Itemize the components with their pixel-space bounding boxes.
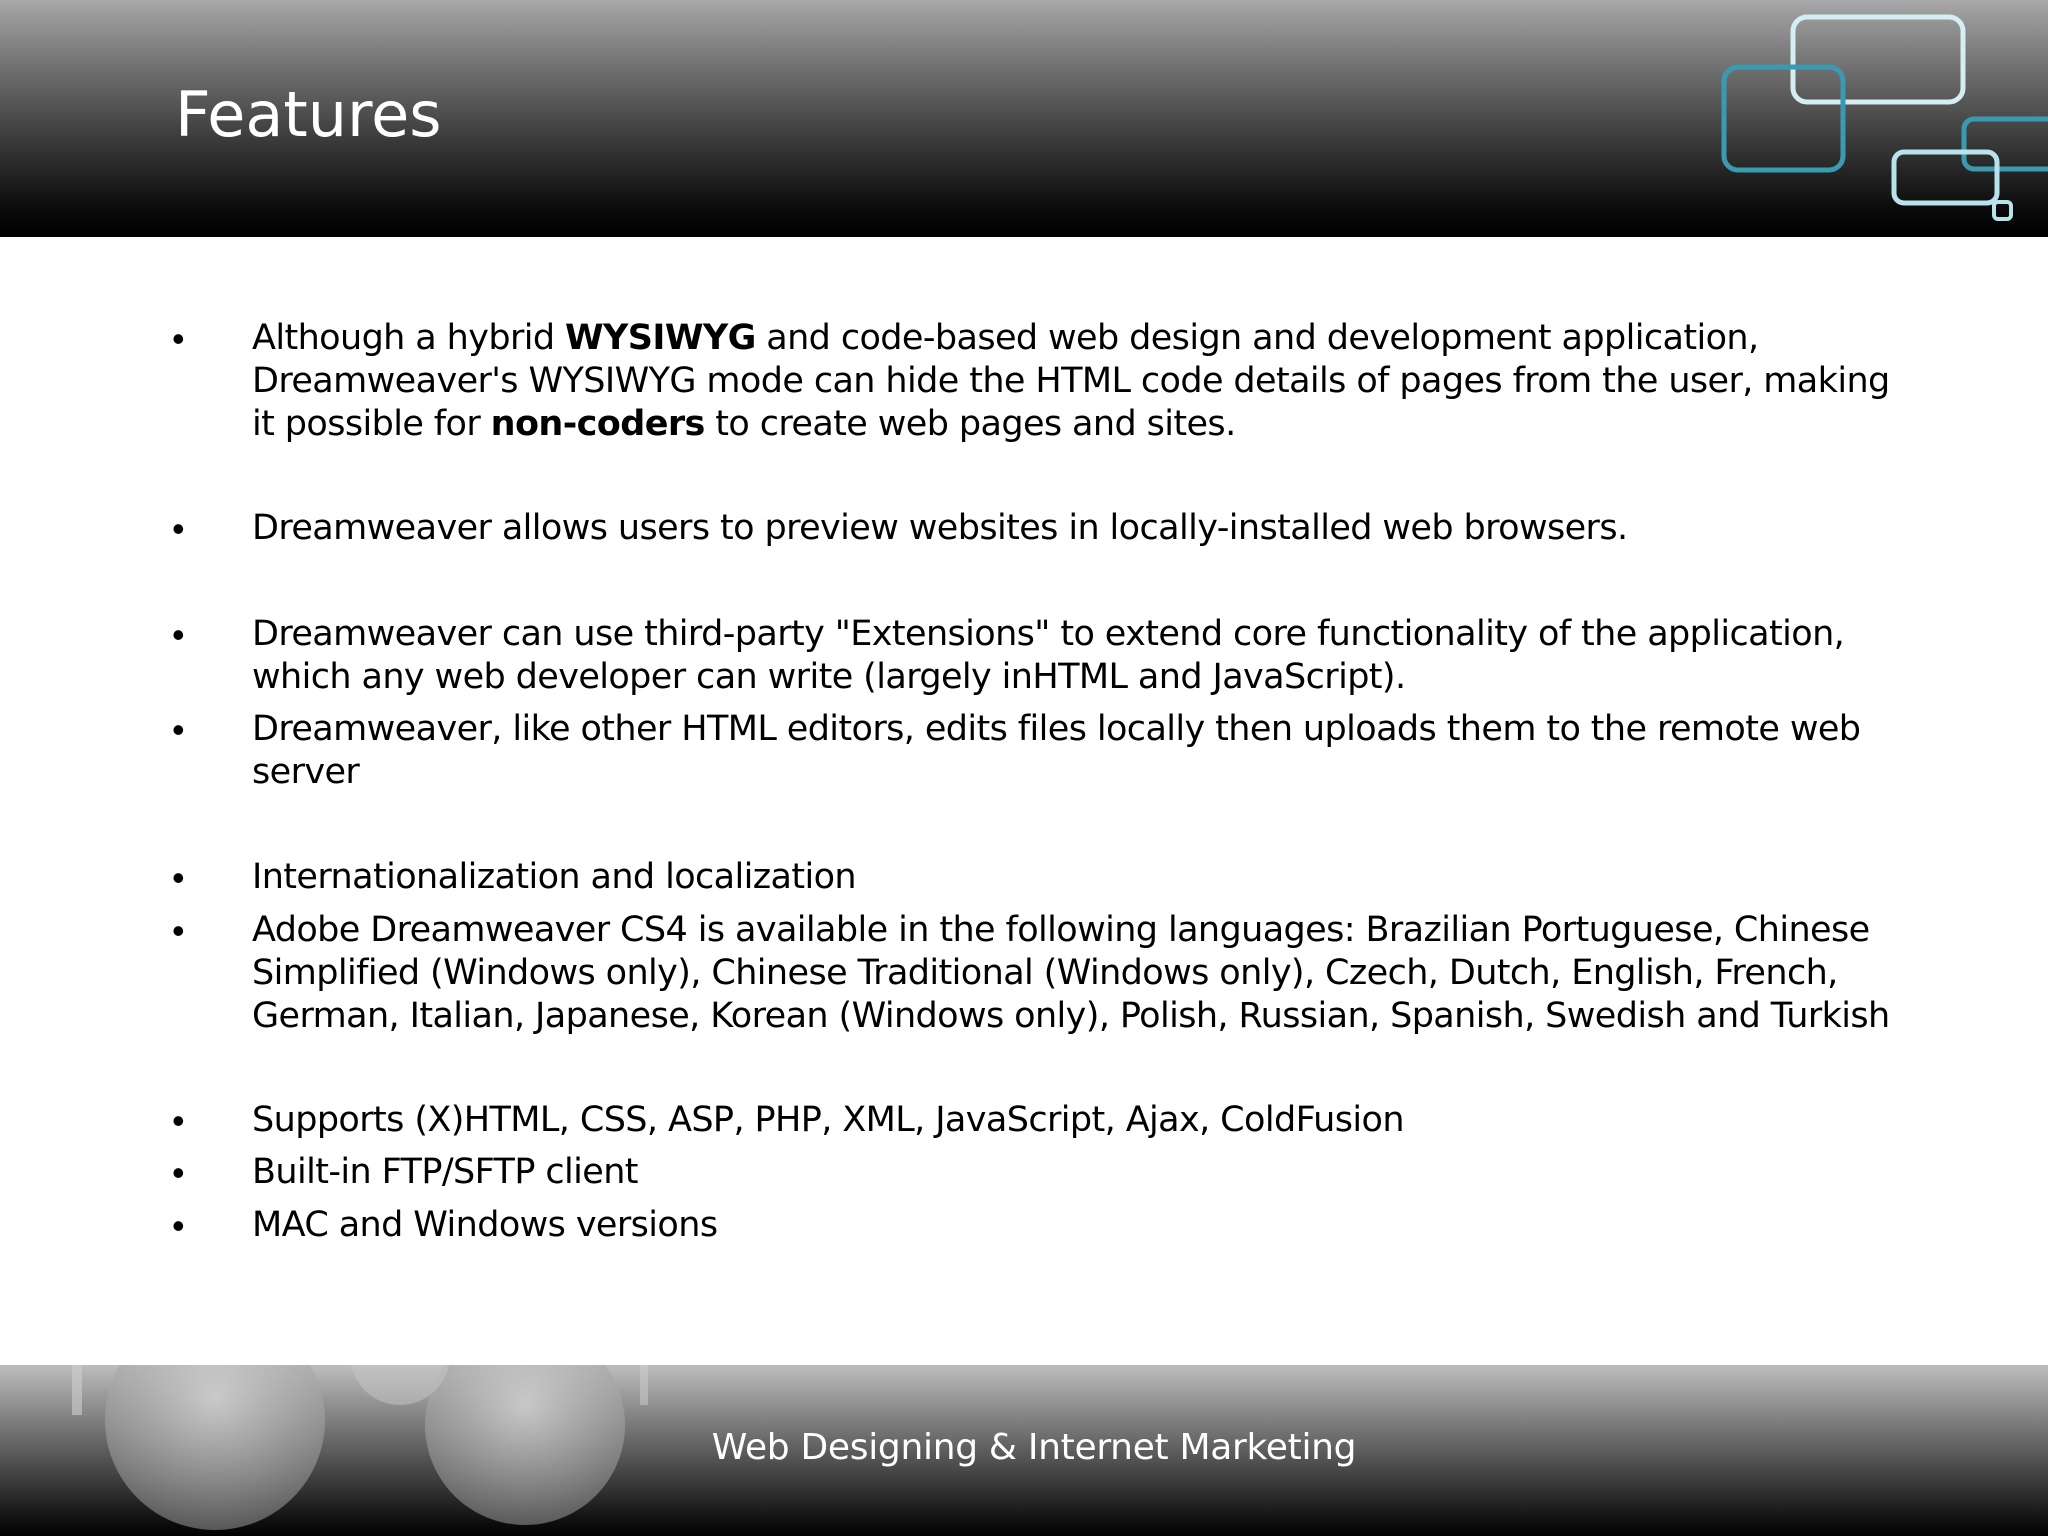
slide-footer	[0, 1365, 2048, 1536]
slide-title: Features	[175, 78, 442, 151]
bullet-marker: •	[172, 614, 185, 655]
bullet-text: Dreamweaver allows users to preview websites in locally-installed web browsers.	[252, 508, 1628, 548]
bullet-marker: •	[172, 1152, 185, 1193]
bullet-text: Although a hybrid WYSIWYG and code-based web design and development application, Dreamweaver's WYSIWYG mode can hide the HTML code details of pages from the user, making it possible for non-coders to create web pages and sites.	[252, 318, 1890, 444]
bullet-text: Supports (X)HTML, CSS, ASP, PHP, XML, JavaScript, Ajax, ColdFusion	[252, 1100, 1404, 1140]
bullet-marker: •	[172, 508, 185, 549]
bullet-marker: •	[172, 1205, 185, 1246]
bullet-text: Dreamweaver, like other HTML editors, edits files locally then uploads them to the remote web server	[252, 709, 1861, 792]
bullet-text: Dreamweaver can use third-party "Extensions" to extend core functionality of the application, which any web developer can write (largely inHTML and JavaScript).	[252, 614, 1845, 697]
bullet-marker: •	[172, 318, 185, 359]
bullet-marker: •	[172, 857, 185, 898]
bullet-text: Built-in FTP/SFTP client	[252, 1152, 638, 1192]
bullet-text: Internationalization and localization	[252, 857, 857, 897]
footer-text: Web Designing & Internet Marketing	[711, 1427, 1357, 1468]
bullet-marker: •	[172, 1100, 185, 1141]
bullet-marker: •	[172, 910, 185, 951]
bullet-text: MAC and Windows versions	[252, 1205, 718, 1245]
bullet-marker: •	[172, 709, 185, 750]
bullet-text: Adobe Dreamweaver CS4 is available in the following languages: Brazilian Portuguese, Chinese Simplified (Windows only), Chinese Traditional (Windows only), Czech, Dutch, English, French, German, Italian, Japanese, Korean (Windows only), Polish, Russian, Spanish, Swedish and Turkish	[252, 910, 1890, 1036]
